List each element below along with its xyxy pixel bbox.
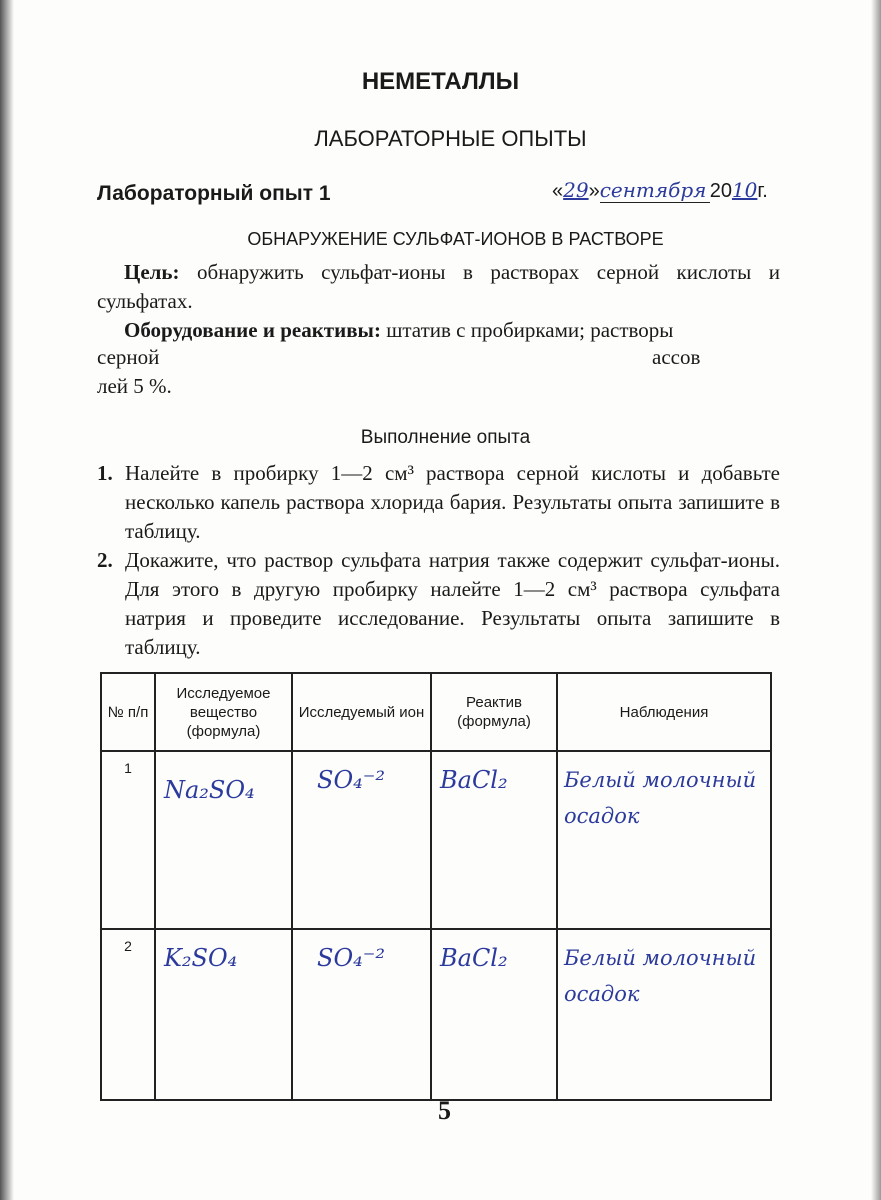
step-text: Докажите, что раствор сульфата натрия также содержит сульфат-ионы. Для этого в другую пробирку налейте 1—2 см³ раствора сульфата натрия и проведите исследование. Результаты опыта запишите в таблицу. [125,548,780,659]
observation-cell[interactable]: Белый молочный осадок [557,751,771,929]
experiment-heading: ОБНАРУЖЕНИЕ СУЛЬФАТ-ИОНОВ В РАСТВОРЕ [247,229,664,249]
ion-cell[interactable]: SO₄⁻² [292,929,431,1100]
goal-text: обнаружить сульфат-ионы в растворах серной кислоты и сульфатах. [97,260,780,313]
table-row [101,751,771,929]
results-table [100,672,772,1101]
reagent-cell[interactable]: BaCl₂ [431,929,557,1100]
goal-label: Цель: [124,260,180,284]
equipment-line2-left: серной [97,345,160,369]
substance-cell[interactable]: Na₂SO₄ [155,751,292,929]
step-number: 2. [97,548,113,572]
step-text: Налейте в пробирку 1—2 см³ раствора серной кислоты и добавьте несколько капель раствора хлорида бария. Результаты опыта запишите в таблицу. [125,461,780,543]
date-month: сентября [600,178,710,203]
experiment-label: Лабораторный опыт 1 [97,182,331,205]
header-substance: Исследуемое вещество (формула) [155,673,292,751]
date-quote-close: » [588,180,600,202]
date-year-unit: г. [757,180,768,202]
equipment-line2-right: ассов [652,345,701,369]
observation-cell[interactable]: Белый молочный осадок [557,929,771,1100]
procedure-heading: Выполнение опыта [360,427,531,448]
date-quote-open: « [552,180,564,202]
reagent-cell[interactable]: BaCl₂ [431,751,557,929]
step-number: 1. [97,461,113,485]
substance-cell[interactable]: K₂SO₄ [155,929,292,1100]
header-observations: Наблюдения [557,673,771,751]
date-year-prefix: 20 [709,180,732,202]
equipment-text: штатив с пробирками; растворы [380,318,674,342]
goal-paragraph [97,258,780,316]
date-year-suffix: 10 [731,178,758,202]
procedure-step [97,459,780,546]
equipment-line3: лей 5 %. [97,374,172,398]
header-number: № п/п [101,673,155,751]
header-ion: Исследуемый ион [292,673,431,751]
section-title: НЕМЕТАЛЛЫ [361,68,520,95]
header-reagent: Реактив (формула) [431,673,557,751]
scan-edge-right [871,0,881,1200]
table-row [101,929,771,1100]
ion-cell[interactable]: SO₄⁻² [292,751,431,929]
page-number: 5 [438,1096,451,1125]
subsection-title: ЛАБОРАТОРНЫЕ ОПЫТЫ [314,126,587,151]
scan-edge-left [0,0,14,1200]
equipment-label: Оборудование и реактивы: [124,318,381,342]
row-number: 2 [101,929,155,1100]
date-day: 29 [563,178,589,202]
equipment-paragraph [97,316,780,345]
row-number: 1 [101,751,155,929]
experiment-date [552,178,768,203]
table-header-row [101,673,771,751]
procedure-step [97,546,780,662]
